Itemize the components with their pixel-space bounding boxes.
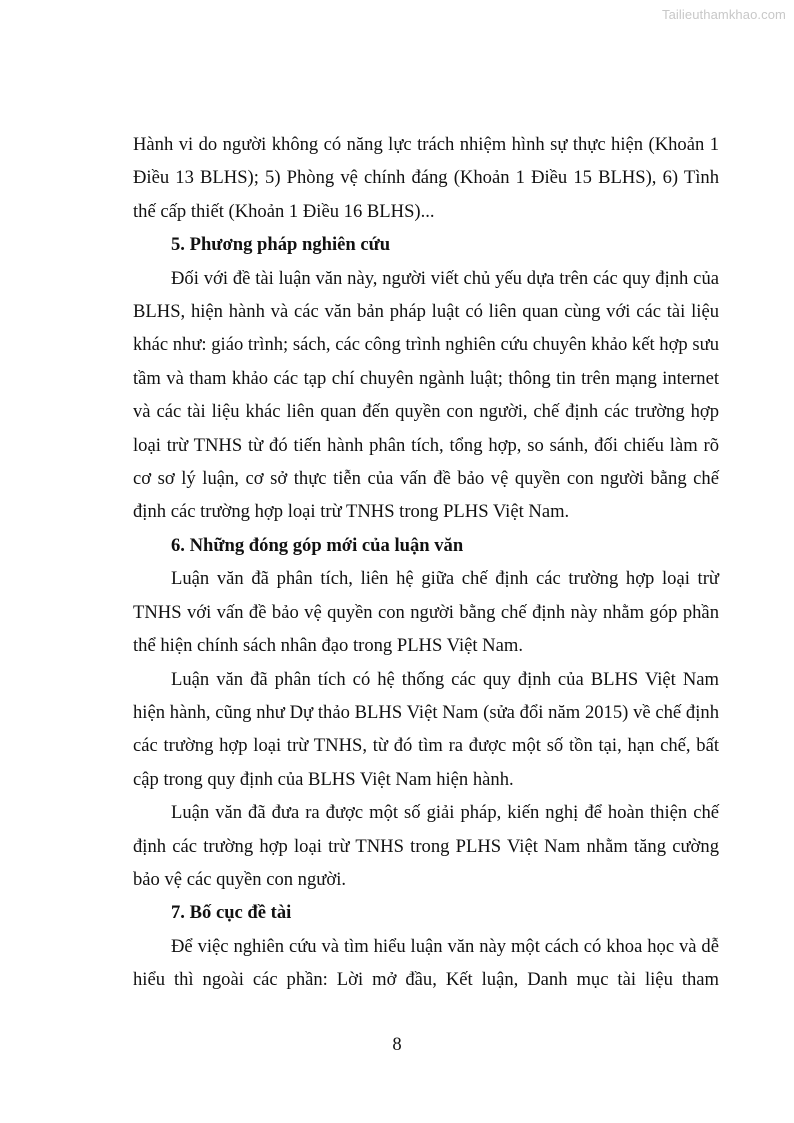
section-6-paragraph: Luận văn đã đưa ra được một số giải pháp, kiến nghị để hoàn thiện chế định các trường hợp loại trừ TNHS trong PLHS Việt Nam nhằm tăng cường bảo vệ các quyền con người. <box>133 802 719 890</box>
intro-continuation-paragraph: Hành vi do người không có năng lực trách nhiệm hình sự thực hiện (Khoản 1 Điều 13 BLHS); 5) Phòng vệ chính đáng (Khoản 1 Điều 15 BLHS), 6) Tình thế cấp thiết (Khoản 1 Điều 16 BLHS)... <box>133 134 719 222</box>
section-6-heading: 6. Những đóng góp mới của luận văn <box>171 534 464 556</box>
section-6-paragraph: Luận văn đã phân tích có hệ thống các quy định của BLHS Việt Nam hiện hành, cũng như Dự thảo BLHS Việt Nam (sửa đổi năm 2015) về chế định các trường hợp loại trừ TNHS, từ đó tìm ra được một số tồn tại, hạn chế, bất cập trong quy định của BLHS Việt Nam hiện hành. <box>133 668 719 790</box>
section-5-heading: 5. Phương pháp nghiên cứu <box>171 234 391 256</box>
watermark: Tailieuthamkhao.com <box>661 7 786 22</box>
section-5-paragraph: Đối với đề tài luận văn này, người viết chủ yếu dựa trên các quy định của BLHS, hiện hành và các văn bản pháp luật có liên quan cùng với các tài liệu khác như: giáo trình; sách, các công trình nghiên cứu chuyên khảo kết hợp sưu tầm và tham khảo các tạp chí chuyên ngành luật; thông tin trên mạng internet và các tài liệu khác liên quan đến quyền con người, chế định các trường hợp loại trừ TNHS từ đó tiến hành phân tích, tổng hợp, so sánh, đối chiếu làm rõ cơ sơ lý luận, cơ sở thực tiễn của vấn đề bảo vệ quyền con người bằng chế định các trường hợp loại trừ TNHS trong PLHS Việt Nam. <box>133 267 719 523</box>
document-page <box>133 128 719 997</box>
section-7-heading: 7. Bố cục đề tài <box>171 902 292 924</box>
page-number: 8 <box>392 1034 402 1055</box>
section-6-paragraph: Luận văn đã phân tích, liên hệ giữa chế định các trường hợp loại trừ TNHS với vấn đề bảo vệ quyền con người bằng chế định này nhằm góp phần thể hiện chính sách nhân đạo trong PLHS Việt Nam. <box>133 568 719 657</box>
section-7-paragraph: Để việc nghiên cứu và tìm hiểu luận văn này một cách có khoa học và dễ hiểu thì ngoài các phần: Lời mở đầu, Kết luận, Danh mục tài liệu tham <box>133 935 719 991</box>
